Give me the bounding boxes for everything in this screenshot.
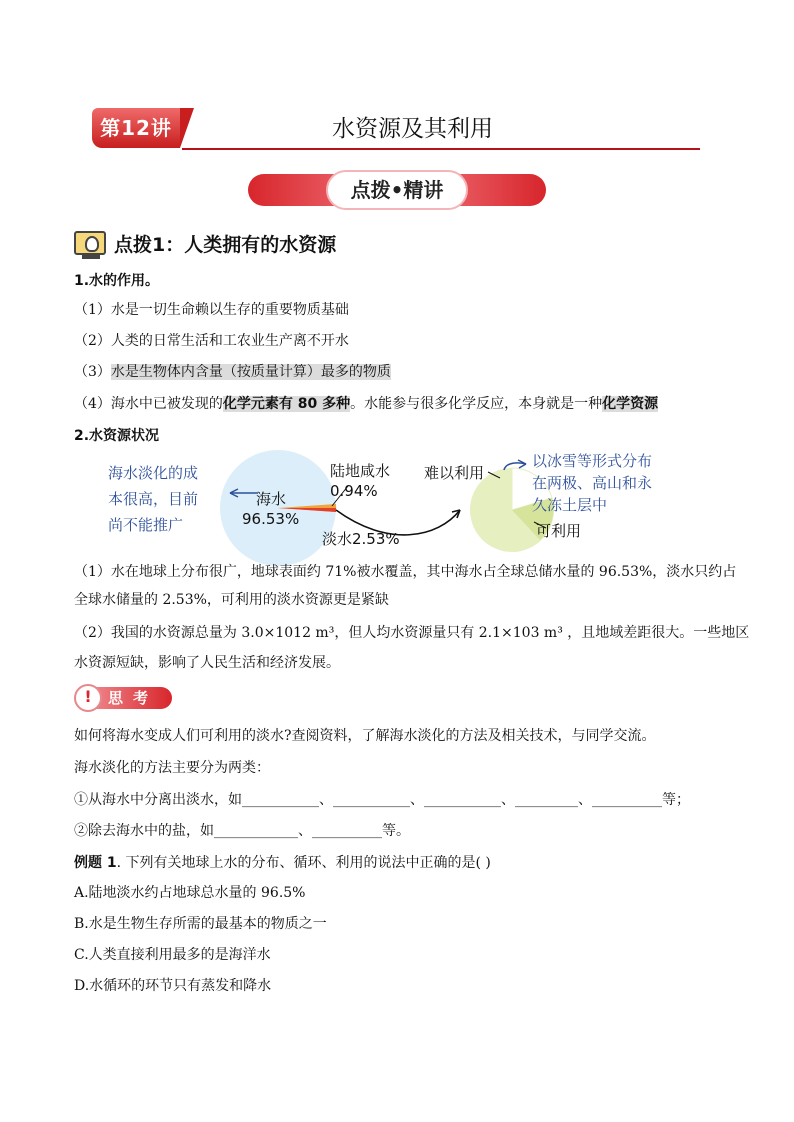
para2-line2: 水资源短缺，影响了人民生活和经济发展。 (74, 655, 340, 671)
section-banner (248, 170, 546, 210)
note-right-1: 以冰雪等形式分布 (532, 452, 653, 470)
fresh-label: 淡水2.53% (322, 530, 400, 548)
section2-heading: 2.水资源状况 (74, 428, 160, 444)
para2-line1: （2）我国的水资源总量为 3.0×1012 m³，但人均水资源量只有 2.1×103 m³ ，且地域差距很大。一些地区 (74, 625, 750, 641)
usable-label: 可利用 (536, 522, 582, 540)
banner-label: 点拨•精讲 (326, 170, 468, 210)
method-1: ①从海水中分离出淡水，如___________、___________、___________、_________、__________等； (74, 792, 690, 808)
example1-question: . 下列有关地球上水的分布、循环、利用的说法中正确的是( ) (116, 855, 491, 871)
hard-to-use-label: 难以利用 (424, 464, 485, 482)
item3-prefix: （3） (74, 364, 111, 380)
item4-text-c: 。水能参与很多化学反应，本身就是一种 (350, 396, 603, 412)
option-b: B.水是生物生存所需的最基本的物质之一 (74, 916, 327, 932)
lesson-title: 水资源及其利用 (332, 116, 493, 142)
exclamation-icon (74, 684, 102, 712)
method-2: ②除去海水中的盐，如____________、__________等。 (74, 823, 410, 839)
option-a: A.陆地淡水约占地球总水量的 96.5% (74, 885, 306, 901)
lightbulb-board-icon (74, 231, 106, 255)
example1-stem (74, 853, 491, 873)
water-distribution-diagram (108, 448, 688, 568)
methods-intro: 海水淡化的方法主要分为两类： (74, 760, 270, 776)
option-d: D.水循环的环节只有蒸发和降水 (74, 978, 272, 994)
arrowhead-right (518, 460, 526, 468)
header-rule (182, 148, 700, 150)
list-item-3 (74, 362, 391, 382)
think-label: 思考 (88, 687, 172, 709)
point1-title: 点拨1：人类拥有的水资源 (114, 233, 337, 256)
para1-line1: （1）水在地球上分布很广，地球表面约 71%被水覆盖，其中海水占全球总储水量的 96.53%，淡水只约占 (74, 564, 737, 580)
lesson-header (92, 104, 700, 150)
note-left-2: 本很高，目前 (108, 490, 199, 508)
item4-text-a: （4）海水中已被发现的 (74, 396, 223, 412)
note-left-3: 尚不能推广 (108, 516, 184, 534)
item4-bold-resource: 化学资源 (602, 396, 659, 412)
seawater-label: 海水 (256, 490, 287, 508)
seawater-value: 96.53% (242, 510, 300, 528)
item3-highlight: 水是生物体内含量（按质量计算）最多的物质 (110, 364, 391, 380)
think-badge (74, 684, 172, 712)
item4-bold-elements: 化学元素有 80 多种 (222, 396, 351, 412)
list-item-4 (74, 394, 658, 414)
saline-value: 0.94% (330, 482, 378, 500)
think-question: 如何将海水变成人们可利用的淡水?查阅资料，了解海水淡化的方法及相关技术，与同学交流。 (74, 728, 656, 744)
section1-heading: 1.水的作用。 (74, 273, 160, 289)
lesson-badge: 第12讲 (92, 108, 180, 148)
point1-heading (74, 230, 336, 256)
list-item: （2）人类的日常生活和工农业生产离不开水 (74, 333, 349, 349)
note-left-1: 海水淡化的成 (108, 464, 199, 482)
note-right-3: 久冻土层中 (532, 496, 608, 514)
saline-label: 陆地咸水 (330, 462, 391, 480)
example1-label: 例题 1 (74, 855, 117, 871)
para1-line2: 全球水储量的 2.53%，可利用的淡水资源更是紧缺 (74, 592, 389, 608)
option-c: C.人类直接利用最多的是海洋水 (74, 947, 271, 963)
list-item: （1）水是一切生命赖以生存的重要物质基础 (74, 302, 349, 318)
note-right-2: 在两极、高山和永 (532, 474, 653, 492)
